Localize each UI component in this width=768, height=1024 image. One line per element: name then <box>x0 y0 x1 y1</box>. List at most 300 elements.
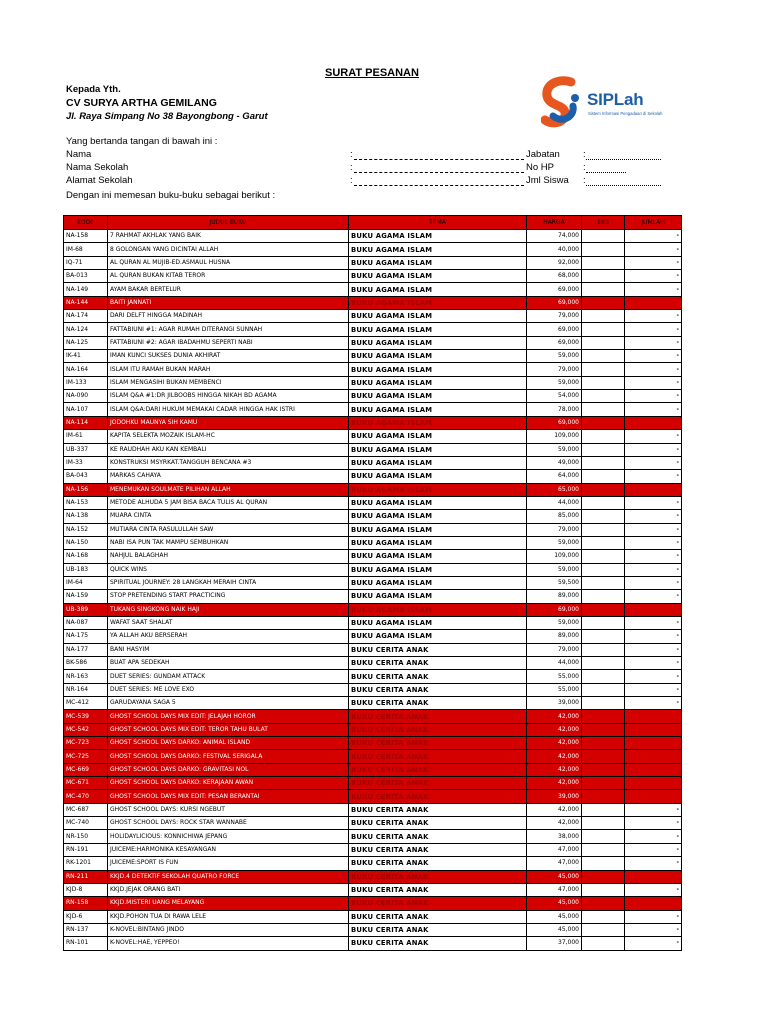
judul-cell: JUICEME:HARMONIKA KESAYANGAN <box>108 843 349 856</box>
harga-cell: 45,000 <box>527 870 582 883</box>
eks-input[interactable] <box>582 390 625 403</box>
kode-cell: NA-138 <box>64 510 108 523</box>
eks-input[interactable] <box>582 683 625 696</box>
tema-cell: BUKU CERITA ANAK <box>349 937 527 950</box>
address-field[interactable] <box>354 175 524 186</box>
eks-input[interactable] <box>582 830 625 843</box>
jumlah-cell: - <box>625 616 682 629</box>
judul-cell: QUICK WINS <box>108 563 349 576</box>
jumlah-cell: - <box>625 230 682 243</box>
table-row <box>64 536 682 549</box>
judul-cell: AYAM BAKAR BERTELUR <box>108 283 349 296</box>
harga-cell: 89,000 <box>527 590 582 603</box>
harga-cell: 64,000 <box>527 470 582 483</box>
jumlah-cell: - <box>625 710 682 723</box>
table-row <box>64 790 682 803</box>
tema-cell: BUKU CERITA ANAK <box>349 923 527 936</box>
judul-cell: FATTABIUNI #1: AGAR RUMAH DITERANGI SUNNAH <box>108 323 349 336</box>
kode-cell: NA-164 <box>64 363 108 376</box>
judul-cell: SPIRITUAL JOURNEY: 28 LANGKAH MERAIH CINTA <box>108 576 349 589</box>
logo-brand-text: SIPLah <box>587 90 644 109</box>
eks-input[interactable] <box>582 603 625 616</box>
eks-input[interactable] <box>582 657 625 670</box>
eks-input[interactable] <box>582 470 625 483</box>
harga-cell: 55,000 <box>527 670 582 683</box>
judul-cell: ISLAM MENGASIHI BUKAN MEMBENCI <box>108 376 349 389</box>
kode-cell: BK-586 <box>64 657 108 670</box>
name-field[interactable] <box>354 149 524 160</box>
kode-cell: UB-337 <box>64 443 108 456</box>
jumlah-cell: - <box>625 323 682 336</box>
eks-input[interactable] <box>582 296 625 309</box>
harga-cell: 54,000 <box>527 390 582 403</box>
table-row <box>64 470 682 483</box>
harga-cell: 49,000 <box>527 456 582 469</box>
eks-input[interactable] <box>582 777 625 790</box>
eks-input[interactable] <box>582 283 625 296</box>
eks-input[interactable] <box>582 270 625 283</box>
table-row <box>64 243 682 256</box>
tema-cell: BUKU CERITA ANAK <box>349 910 527 923</box>
jumlah-cell: - <box>625 283 682 296</box>
table-row <box>64 616 682 629</box>
eks-input[interactable] <box>582 550 625 563</box>
judul-cell: BUAT APA SEDEKAH <box>108 657 349 670</box>
harga-cell: 39,000 <box>527 790 582 803</box>
tema-cell: BUKU CERITA ANAK <box>349 670 527 683</box>
order-table-body <box>64 230 682 951</box>
order-table <box>63 215 682 951</box>
eks-input[interactable] <box>582 737 625 750</box>
kode-cell: NA-150 <box>64 536 108 549</box>
eks-input[interactable] <box>582 576 625 589</box>
tema-cell: BUKU AGAMA ISLAM <box>349 443 527 456</box>
eks-input[interactable] <box>582 843 625 856</box>
tema-cell: BUKU CERITA ANAK <box>349 843 527 856</box>
header-kode: KODE <box>64 216 108 230</box>
eks-input[interactable] <box>582 403 625 416</box>
tema-cell: BUKU CERITA ANAK <box>349 683 527 696</box>
jumlah-cell: - <box>625 643 682 656</box>
eks-input[interactable] <box>582 536 625 549</box>
tema-cell: BUKU AGAMA ISLAM <box>349 576 527 589</box>
kode-cell: NA-124 <box>64 323 108 336</box>
table-row <box>64 523 682 536</box>
judul-cell: KAPITA SELEKTA MOZAIK ISLAM-HC <box>108 430 349 443</box>
harga-cell: 47,000 <box>527 883 582 896</box>
table-row <box>64 897 682 910</box>
tema-cell: BUKU AGAMA ISLAM <box>349 590 527 603</box>
table-row <box>64 737 682 750</box>
judul-cell: ISLAM Q&A #1:DR JILBOOBS HINGGA NIKAH BD AGAMA <box>108 390 349 403</box>
kode-cell: IM-68 <box>64 243 108 256</box>
school-field[interactable] <box>354 162 524 173</box>
table-row <box>64 923 682 936</box>
tema-cell: BUKU CERITA ANAK <box>349 737 527 750</box>
table-row <box>64 323 682 336</box>
judul-cell: TUKANG SINGKONG NAIK HAJI <box>108 603 349 616</box>
jumlah-cell: - <box>625 336 682 349</box>
tema-cell: BUKU AGAMA ISLAM <box>349 523 527 536</box>
tema-cell: BUKU CERITA ANAK <box>349 817 527 830</box>
table-row <box>64 310 682 323</box>
tema-cell: BUKU CERITA ANAK <box>349 657 527 670</box>
tema-cell: BUKU AGAMA ISLAM <box>349 456 527 469</box>
harga-cell: 69,000 <box>527 323 582 336</box>
harga-cell: 42,000 <box>527 777 582 790</box>
kode-cell: NA-159 <box>64 590 108 603</box>
eks-input[interactable] <box>582 723 625 736</box>
eks-input[interactable] <box>582 803 625 816</box>
jumlah-cell: - <box>625 496 682 509</box>
eks-input[interactable] <box>582 630 625 643</box>
judul-cell: MENEMUKAN SOULMATE PILIHAN ALLAH <box>108 483 349 496</box>
harga-cell: 42,000 <box>527 763 582 776</box>
jumlah-cell: - <box>625 563 682 576</box>
table-row <box>64 843 682 856</box>
harga-cell: 69,000 <box>527 416 582 429</box>
table-row <box>64 710 682 723</box>
table-row <box>64 937 682 950</box>
address-label: Alamat Sekolah <box>66 175 133 186</box>
tema-cell: BUKU CERITA ANAK <box>349 830 527 843</box>
nohp-colon: : <box>583 162 586 173</box>
jumlah-cell: - <box>625 857 682 870</box>
jumlah-cell: - <box>625 590 682 603</box>
harga-cell: 69,000 <box>527 603 582 616</box>
address-colon: : <box>350 175 353 186</box>
eks-input[interactable] <box>582 523 625 536</box>
jumlah-cell: - <box>625 350 682 363</box>
judul-cell: JUICEME:SPORT IS FUN <box>108 857 349 870</box>
kode-cell: NA-144 <box>64 296 108 309</box>
eks-input[interactable] <box>582 750 625 763</box>
eks-input[interactable] <box>582 790 625 803</box>
jumlah-cell: - <box>625 790 682 803</box>
table-row <box>64 857 682 870</box>
order-intro: Dengan ini memesan buku-buku sebagai berikut : <box>66 190 276 201</box>
eks-input[interactable] <box>582 817 625 830</box>
eks-input[interactable] <box>582 350 625 363</box>
harga-cell: 38,000 <box>527 830 582 843</box>
table-row <box>64 270 682 283</box>
kode-cell: MC-669 <box>64 763 108 776</box>
table-row <box>64 817 682 830</box>
table-row <box>64 376 682 389</box>
table-row <box>64 630 682 643</box>
harga-cell: 44,000 <box>527 657 582 670</box>
nohp-label: No HP <box>526 162 554 173</box>
jumlah-cell: - <box>625 777 682 790</box>
jumlah-cell: - <box>625 870 682 883</box>
eks-input[interactable] <box>582 870 625 883</box>
tema-cell: BUKU AGAMA ISLAM <box>349 270 527 283</box>
eks-input[interactable] <box>582 323 625 336</box>
tema-cell: BUKU AGAMA ISLAM <box>349 243 527 256</box>
eks-input[interactable] <box>582 510 625 523</box>
kode-cell: RN-101 <box>64 937 108 950</box>
harga-cell: 42,000 <box>527 710 582 723</box>
jumlah-cell: - <box>625 723 682 736</box>
eks-input[interactable] <box>582 710 625 723</box>
jumlah-cell: - <box>625 670 682 683</box>
table-row <box>64 403 682 416</box>
kode-cell: MC-470 <box>64 790 108 803</box>
eks-input[interactable] <box>582 670 625 683</box>
kode-cell: NA-175 <box>64 630 108 643</box>
kode-cell: NA-114 <box>64 416 108 429</box>
tema-cell: BUKU AGAMA ISLAM <box>349 536 527 549</box>
judul-cell: KONSTRUKSI MSYRKAT.TANGGUH BENCANA #3 <box>108 456 349 469</box>
jumlah-cell: - <box>625 376 682 389</box>
jumlah-cell: - <box>625 243 682 256</box>
jumlah-cell: - <box>625 630 682 643</box>
tema-cell: BUKU AGAMA ISLAM <box>349 256 527 269</box>
harga-cell: 59,000 <box>527 536 582 549</box>
siplah-logo-icon <box>541 76 585 136</box>
kode-cell: NA-168 <box>64 550 108 563</box>
eks-input[interactable] <box>582 310 625 323</box>
recipient-address: Jl. Raya Simpang No 38 Bayongbong - Garut <box>66 111 268 122</box>
eks-input[interactable] <box>582 496 625 509</box>
harga-cell: 109,000 <box>527 550 582 563</box>
kode-cell: IM-33 <box>64 456 108 469</box>
table-row <box>64 456 682 469</box>
judul-cell: KKJD.POHON TUA DI RAWA LELE <box>108 910 349 923</box>
kode-cell: NR-164 <box>64 683 108 696</box>
page-title: SURAT PESANAN <box>325 67 419 79</box>
harga-cell: 85,000 <box>527 510 582 523</box>
judul-cell: GHOST SCHOOL DAYS DARKO: ANIMAL ISLAND <box>108 737 349 750</box>
harga-cell: 79,000 <box>527 523 582 536</box>
table-row <box>64 350 682 363</box>
tema-cell: BUKU CERITA ANAK <box>349 897 527 910</box>
tema-cell: BUKU AGAMA ISLAM <box>349 363 527 376</box>
harga-cell: 79,000 <box>527 363 582 376</box>
recipient-block <box>66 83 268 124</box>
judul-cell: STOP PRETENDING START PRACTICING <box>108 590 349 603</box>
eks-input[interactable] <box>582 857 625 870</box>
eks-input[interactable] <box>582 897 625 910</box>
eks-input[interactable] <box>582 363 625 376</box>
table-row <box>64 830 682 843</box>
eks-input[interactable] <box>582 910 625 923</box>
judul-cell: AL QURAN AL MUJIB-ED.ASMAUL HUSNA <box>108 256 349 269</box>
table-row <box>64 576 682 589</box>
table-row <box>64 590 682 603</box>
kode-cell: NA-087 <box>64 616 108 629</box>
judul-cell: AL QURAN BUKAN KITAB TEROR <box>108 270 349 283</box>
judul-cell: DUET SERIES: GUNDAM ATTACK <box>108 670 349 683</box>
eks-input[interactable] <box>582 643 625 656</box>
tema-cell: BUKU CERITA ANAK <box>349 870 527 883</box>
jumlah-cell: - <box>625 737 682 750</box>
table-row <box>64 283 682 296</box>
eks-input[interactable] <box>582 616 625 629</box>
eks-input[interactable] <box>582 416 625 429</box>
eks-input[interactable] <box>582 937 625 950</box>
harga-cell: 47,000 <box>527 843 582 856</box>
jumlah-cell: - <box>625 456 682 469</box>
jml-siswa-field[interactable] <box>586 175 661 186</box>
judul-cell: YA ALLAH AKU BERSERAH <box>108 630 349 643</box>
eks-input[interactable] <box>582 243 625 256</box>
judul-cell: BAITI JANNATI <box>108 296 349 309</box>
table-row <box>64 910 682 923</box>
table-header-row <box>64 216 682 230</box>
tema-cell: BUKU CERITA ANAK <box>349 697 527 710</box>
kode-cell: MC-723 <box>64 737 108 750</box>
eks-input[interactable] <box>582 590 625 603</box>
eks-input[interactable] <box>582 230 625 243</box>
kode-cell: NA-177 <box>64 643 108 656</box>
school-colon: : <box>350 162 353 173</box>
eks-input[interactable] <box>582 336 625 349</box>
kode-cell: MC-539 <box>64 710 108 723</box>
table-row <box>64 390 682 403</box>
kode-cell: NA-149 <box>64 283 108 296</box>
eks-input[interactable] <box>582 883 625 896</box>
logo-tagline: Sistem Informasi Pengadaan di Sekolah <box>588 111 663 116</box>
kode-cell: MC-725 <box>64 750 108 763</box>
table-row <box>64 550 682 563</box>
recipient-greeting: Kepada Yth. <box>66 84 121 95</box>
eks-input[interactable] <box>582 563 625 576</box>
jumlah-cell: - <box>625 270 682 283</box>
harga-cell: 42,000 <box>527 737 582 750</box>
nohp-field[interactable] <box>586 162 626 173</box>
judul-cell: DARI DELFT HINGGA MADINAH <box>108 310 349 323</box>
kode-cell: RK-1201 <box>64 857 108 870</box>
jumlah-cell: - <box>625 817 682 830</box>
tema-cell: BUKU AGAMA ISLAM <box>349 496 527 509</box>
header-tema: TEMA <box>349 216 527 230</box>
tema-cell: BUKU CERITA ANAK <box>349 750 527 763</box>
jabatan-colon: : <box>583 149 586 160</box>
kode-cell: RN-137 <box>64 923 108 936</box>
judul-cell: JODOHKU MAUNYA SIH KAMU <box>108 416 349 429</box>
judul-cell: K-NOVEL:BINTANG JINDO <box>108 923 349 936</box>
harga-cell: 59,000 <box>527 376 582 389</box>
harga-cell: 65,000 <box>527 483 582 496</box>
eks-input[interactable] <box>582 443 625 456</box>
table-row <box>64 430 682 443</box>
header-harga: HARGA <box>527 216 582 230</box>
judul-cell: GHOST SCHOOL DAYS DARKO: KERAJAAN AWAN <box>108 777 349 790</box>
table-row <box>64 670 682 683</box>
kode-cell: IM-133 <box>64 376 108 389</box>
judul-cell: MUTIARA CINTA RASULULLAH SAW <box>108 523 349 536</box>
kode-cell: BA-043 <box>64 470 108 483</box>
tema-cell: BUKU AGAMA ISLAM <box>349 323 527 336</box>
jumlah-cell: - <box>625 363 682 376</box>
kode-cell: NA-152 <box>64 523 108 536</box>
kode-cell: BA-013 <box>64 270 108 283</box>
kode-cell: MC-542 <box>64 723 108 736</box>
tema-cell: BUKU AGAMA ISLAM <box>349 230 527 243</box>
harga-cell: 42,000 <box>527 723 582 736</box>
harga-cell: 59,000 <box>527 350 582 363</box>
harga-cell: 92,000 <box>527 256 582 269</box>
judul-cell: BANI HASYIM <box>108 643 349 656</box>
table-row <box>64 883 682 896</box>
table-row <box>64 683 682 696</box>
jabatan-field[interactable] <box>586 149 661 160</box>
tema-cell: BUKU AGAMA ISLAM <box>349 510 527 523</box>
table-row <box>64 870 682 883</box>
name-colon: : <box>350 149 353 160</box>
jumlah-cell: - <box>625 923 682 936</box>
jumlah-cell: - <box>625 883 682 896</box>
eks-input[interactable] <box>582 483 625 496</box>
kode-cell: NR-163 <box>64 670 108 683</box>
harga-cell: 45,000 <box>527 923 582 936</box>
judul-cell: FATTABIUNI #2: AGAR IBADAHMU SEPERTI NABI <box>108 336 349 349</box>
jumlah-cell: - <box>625 897 682 910</box>
tema-cell: BUKU CERITA ANAK <box>349 790 527 803</box>
harga-cell: 78,000 <box>527 403 582 416</box>
judul-cell: 7 RAHMAT AKHLAK YANG BAIK <box>108 230 349 243</box>
eks-input[interactable] <box>582 763 625 776</box>
jumlah-cell: - <box>625 843 682 856</box>
jumlah-cell: - <box>625 910 682 923</box>
kode-cell: NR-150 <box>64 830 108 843</box>
table-row <box>64 510 682 523</box>
harga-cell: 69,000 <box>527 296 582 309</box>
table-row <box>64 483 682 496</box>
jumlah-cell: - <box>625 523 682 536</box>
form-intro: Yang bertanda tangan di bawah ini : <box>66 136 218 147</box>
judul-cell: GHOST SCHOOL DAYS: ROCK STAR WANNABE <box>108 817 349 830</box>
jml-siswa-colon: : <box>583 175 586 186</box>
eks-input[interactable] <box>582 376 625 389</box>
table-row <box>64 416 682 429</box>
kode-cell: UB-183 <box>64 563 108 576</box>
eks-input[interactable] <box>582 456 625 469</box>
jumlah-cell: - <box>625 403 682 416</box>
kode-cell: RN-191 <box>64 843 108 856</box>
name-label: Nama <box>66 149 92 160</box>
tema-cell: BUKU AGAMA ISLAM <box>349 483 527 496</box>
harga-cell: 45,000 <box>527 897 582 910</box>
harga-cell: 45,000 <box>527 910 582 923</box>
eks-input[interactable] <box>582 430 625 443</box>
jumlah-cell: - <box>625 416 682 429</box>
recipient-company: CV SURYA ARTHA GEMILANG <box>66 96 217 109</box>
kode-cell: NA-090 <box>64 390 108 403</box>
harga-cell: 69,000 <box>527 283 582 296</box>
tema-cell: BUKU AGAMA ISLAM <box>349 603 527 616</box>
school-label: Nama Sekolah <box>66 162 129 173</box>
judul-cell: MARKAS CAHAYA <box>108 470 349 483</box>
harga-cell: 42,000 <box>527 817 582 830</box>
eks-input[interactable] <box>582 256 625 269</box>
tema-cell: BUKU AGAMA ISLAM <box>349 310 527 323</box>
eks-input[interactable] <box>582 923 625 936</box>
judul-cell: K-NOVEL:HAE, YEPPEO! <box>108 937 349 950</box>
kode-cell: IK-41 <box>64 350 108 363</box>
judul-cell: GHOST SCHOOL DAYS MIX EDIT: JELAJAH HOROR <box>108 710 349 723</box>
kode-cell: IM-64 <box>64 576 108 589</box>
table-row <box>64 777 682 790</box>
harga-cell: 59,000 <box>527 443 582 456</box>
eks-input[interactable] <box>582 697 625 710</box>
jml-siswa-label: Jml Siswa <box>526 175 569 186</box>
tema-cell: BUKU CERITA ANAK <box>349 763 527 776</box>
jumlah-cell: - <box>625 750 682 763</box>
kode-cell: IM-61 <box>64 430 108 443</box>
jumlah-cell: - <box>625 803 682 816</box>
